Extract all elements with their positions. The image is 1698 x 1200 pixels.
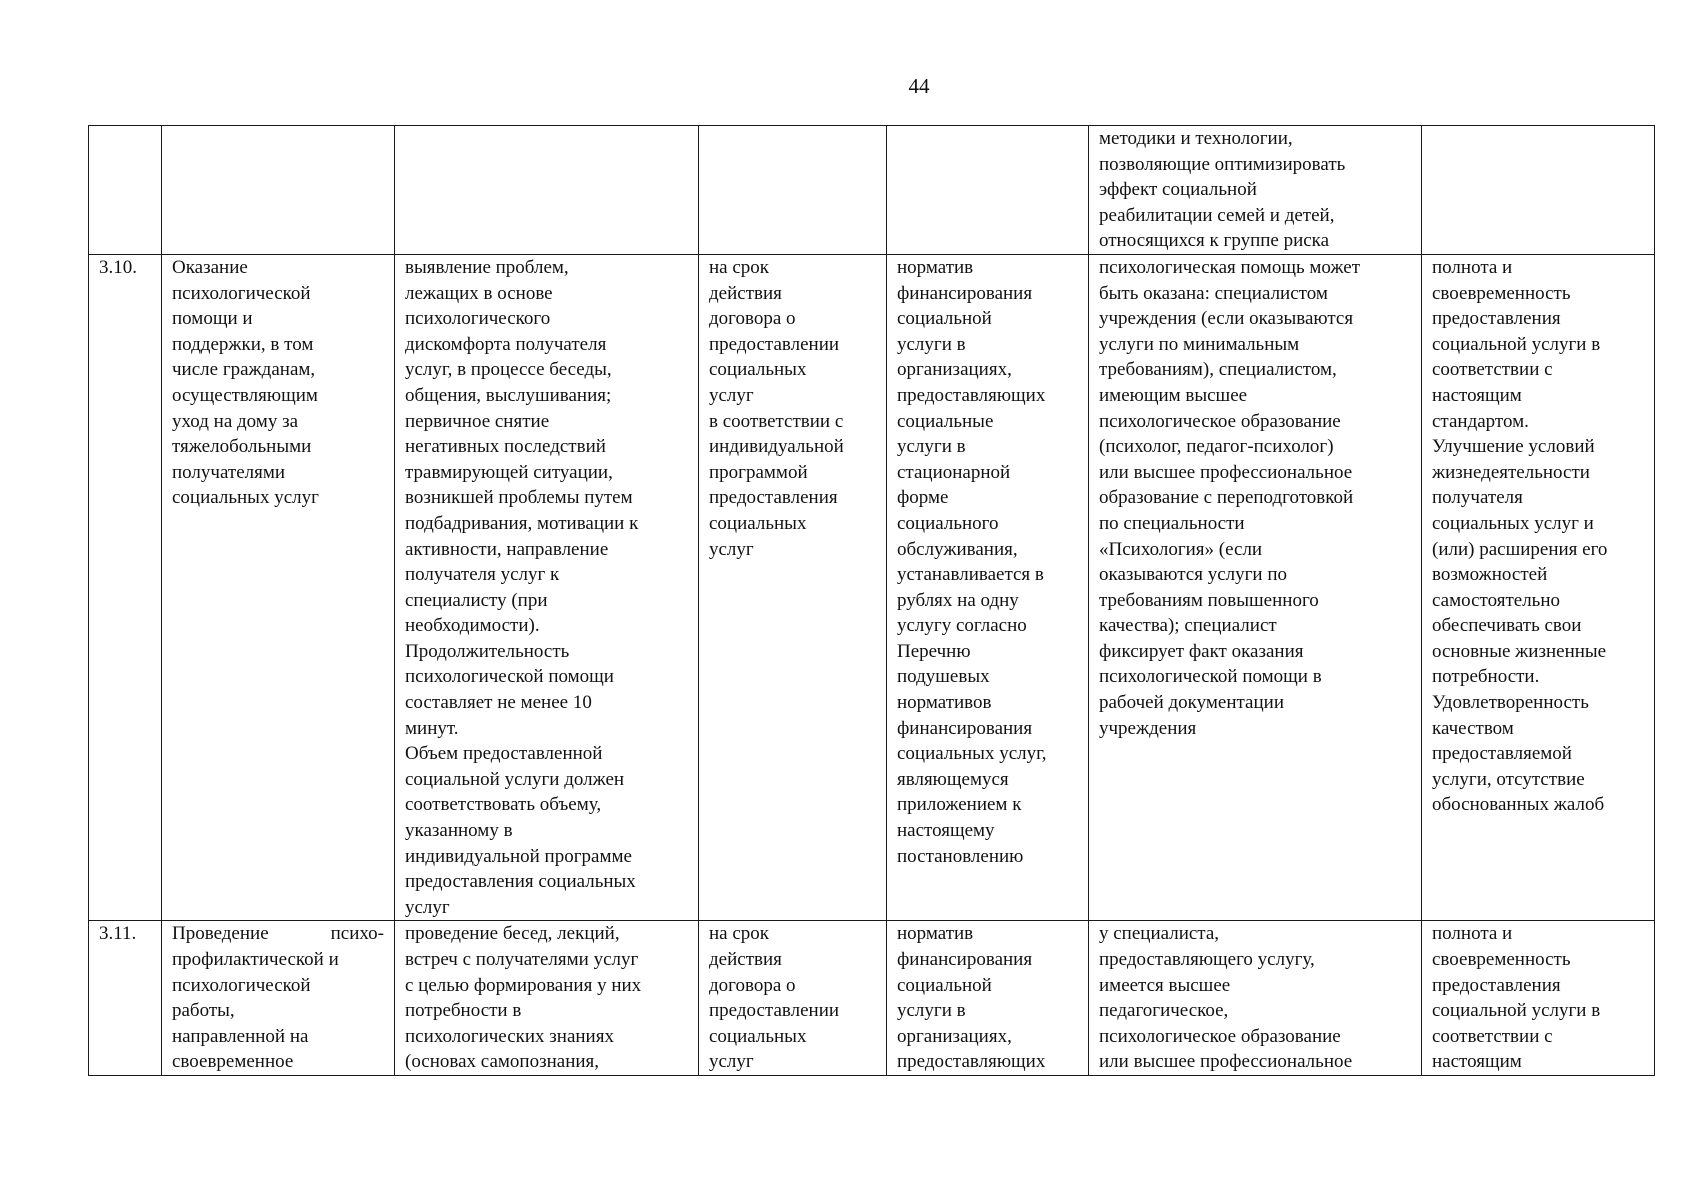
cell-text-line: обеспечивать свои [1432,615,1582,637]
cell-text-line: предоставления [709,487,838,509]
cell-text-line: действия [709,949,782,970]
cell-text-line: услуг [709,538,754,560]
cell-text-line: позволяющие оптимизировать [1099,153,1346,175]
cell-text-line: предоставляющих [897,1051,1046,1073]
page-number: 44 [908,74,930,98]
cell-text-line: помощи и [172,308,253,330]
cell-text-line: предоставлении [709,1000,840,1022]
cell-text-line: предоставления социальных [405,871,636,893]
cell-text-line: социальных [709,359,807,381]
cell-text-line: психологическая помощь может [1099,256,1361,278]
cell-text-line: травмирующей ситуации, [405,461,613,483]
cell-text-line: предоставляемой [1432,743,1572,765]
cell-text-line: социальной [897,308,992,330]
service-name-cell [162,254,395,920]
cell-text-line: стандартом. [1432,410,1529,432]
cell-text-line: социального [897,512,999,534]
service-content-cell [395,254,699,920]
cell-text-line: Оказание [172,256,248,278]
service-conditions-cell [1089,254,1422,920]
cell-text-line: требованиям повышенного [1099,589,1319,611]
cell-text-line: норматив [897,256,974,278]
cell-text-line: осуществляющим [172,384,318,406]
cell-text-line: у специалиста, [1099,923,1220,945]
cell-text-line: минут. [405,717,459,739]
cell-text-line: соответствовать объему, [405,794,602,816]
quality-indicators-cell [1422,254,1655,920]
cell-text-line: услуг, в процессе беседы, [405,359,612,381]
cell-text-line: (или) расширения его [1432,538,1608,560]
cell-text-line: жизнедеятельности [1432,461,1590,483]
cell-text-line: устанавливается в [897,564,1044,586]
cell-text-line: числе гражданам, [172,359,316,381]
cell-text-line: получателя [1432,487,1523,509]
cell-text-line: специалисту (при [405,589,548,611]
cell-text-line: по специальности [1099,512,1245,534]
cell-text-line: выявление проблем, [405,256,569,278]
cell-text-line: психологической помощи [405,666,614,688]
cell-text-line: индивидуальной программе [405,845,632,867]
service-standard-cell [887,921,1089,1076]
cell-text-line: психологического [405,308,551,330]
cell-text-line: получателями [172,461,286,483]
cell-text-line: соответствии с [1432,1025,1553,1047]
cell-text-line: своевременность [1432,949,1571,970]
cell-text-line: настоящим [1432,1051,1522,1073]
cell-text-line: обслуживания, [897,538,1018,560]
cell-text-line: приложением к [897,794,1022,816]
cell-text-line: договора о [709,308,796,330]
cell-text-line: рабочей документации [1099,692,1284,714]
cell-text-line: психологических знаниях [405,1025,614,1047]
cell-text-line: социальных услуг и [1432,512,1594,534]
cell-text-line: предоставления [1432,308,1561,330]
cell-text-line: предоставляющего услугу, [1099,949,1315,970]
service-number-cell: 3.10. [89,254,162,920]
cell-text-line: организациях, [897,359,1012,381]
cell-text-line: реабилитации семей и детей, [1099,204,1335,226]
service-term-cell [699,126,887,255]
cell-text-line: быть оказана: специалистом [1099,282,1328,304]
cell-text-line: подушевых [897,666,990,688]
cell-text-line: социальных [709,512,807,534]
cell-text-line: предоставлении [709,333,840,355]
cell-text-line: поддержки, в том [172,333,314,355]
cell-text-line: первичное снятие [405,410,550,432]
social-services-standard-table [88,125,1655,1076]
cell-text-line: своевременное [172,1051,294,1073]
cell-text-line: качества); специалист [1099,615,1277,637]
cell-text-line: социальной услуги должен [405,768,625,790]
cell-text-line: учреждения [1099,717,1197,739]
cell-text-line: требованиям), специалистом, [1099,359,1337,381]
cell-text-line: услуги по минимальным [1099,333,1300,355]
cell-text-line: услуг [709,384,754,406]
cell-text-line: своевременность [1432,282,1571,304]
cell-text-line: индивидуальной [709,436,844,458]
cell-text-line: необходимости). [405,615,540,637]
cell-text-line: или высшее профессиональное [1099,461,1353,483]
service-term-cell [699,254,887,920]
cell-text-line: направленной на [172,1025,309,1047]
cell-text-word: Проведение [172,923,269,945]
cell-text-line: действия [709,282,782,304]
cell-text-line: услуги, отсутствие [1432,768,1585,790]
cell-text-line: услуг [709,1051,754,1073]
service-name-cell [162,126,395,255]
cell-text-line: работы, [172,1000,235,1022]
cell-text-line: (психолог, педагог-психолог) [1099,436,1334,458]
cell-text-line: финансирования [897,949,1033,970]
cell-text-line: норматив [897,923,974,945]
cell-text-line: стационарной [897,461,1011,483]
cell-text-line: имеется высшее [1099,974,1231,996]
cell-text-line: рублях на одну [897,589,1019,611]
cell-text-line: услугу согласно [897,615,1027,637]
service-content-cell [395,126,699,255]
cell-text-line: на срок [709,923,770,945]
cell-text-line: социальные [897,410,994,432]
cell-text-line: Удовлетворенность [1432,692,1589,714]
cell-text-line: социальной [897,974,992,996]
cell-text-line: оказываются услуги по [1099,564,1287,586]
cell-text-line: Улучшение условий [1432,436,1595,458]
cell-text-line: на срок [709,256,770,278]
table-row [89,126,1655,255]
cell-text-line: обоснованных жалоб [1432,794,1605,816]
cell-text-line: услуги в [897,1000,966,1022]
cell-text-line: подбадривания, мотивации к [405,512,639,534]
cell-text-line: основные жизненные [1432,640,1607,662]
cell-text-line: возможностей [1432,564,1548,586]
cell-text-line: негативных последствий [405,436,606,458]
cell-text-line: педагогическое, [1099,1000,1229,1022]
service-number-cell [89,126,162,255]
cell-text-line: фиксирует факт оказания [1099,640,1304,662]
cell-text-line: Объем предоставленной [405,743,603,765]
cell-text-line: психологической [172,282,311,304]
cell-text-line: указанному в [405,820,513,842]
cell-text-line: психологическое образование [1099,1025,1341,1047]
cell-text-line: или высшее профессиональное [1099,1051,1353,1073]
cell-text-line: самостоятельно [1432,589,1561,611]
cell-text-line: социальной услуги в [1432,1000,1601,1022]
cell-text-line: социальной услуги в [1432,333,1601,355]
cell-text-line: активности, направление [405,538,609,560]
cell-text-line: возникшей проблемы путем [405,487,633,509]
cell-text-line: профилактической и [172,949,339,970]
cell-text-line: финансирования [897,282,1033,304]
cell-text-line: составляет не менее 10 [405,692,592,714]
table-row [89,921,1655,1076]
cell-text-line: социальных [709,1025,807,1047]
cell-text-line: полнота и [1432,256,1513,278]
cell-text-line: договора о [709,974,796,996]
cell-text-line: качеством [1432,717,1514,739]
cell-text-line: эффект социальной [1099,179,1257,201]
cell-text-word: психо- [330,923,384,945]
cell-text-line: лежащих в основе [405,282,553,304]
service-conditions-cell [1089,126,1422,255]
cell-text-line: встреч с получателями услуг [405,949,639,970]
cell-text-line: психологической [172,974,311,996]
cell-text-line: Перечню [897,640,971,662]
cell-text-line: учреждения (если оказываются [1099,308,1354,330]
cell-text-line [172,921,384,947]
table-row [89,254,1655,920]
quality-indicators-cell [1422,126,1655,255]
cell-text-line: получателя услуг к [405,564,560,586]
service-content-cell [395,921,699,1076]
cell-text-line: социальных услуг, [897,743,1047,765]
cell-text-line: (основах самопознания, [405,1051,600,1073]
service-standard-cell [887,254,1089,920]
cell-text-line: в соответствии с [709,410,844,432]
cell-text-line: услуги в [897,436,966,458]
service-number-cell: 3.11. [89,921,162,1076]
cell-text-line: общения, выслушивания; [405,384,612,406]
cell-text-line: услуг [405,896,450,918]
cell-text-line: социальных услуг [172,487,319,509]
cell-text-line: уход на дому за [172,410,299,432]
service-term-cell [699,921,887,1076]
service-conditions-cell [1089,921,1422,1076]
cell-text-line: финансирования [897,717,1033,739]
cell-text-line: методики и технологии, [1099,128,1293,149]
cell-text-line: форме [897,487,949,509]
cell-text-line: тяжелобольными [172,436,312,458]
cell-text-line: дискомфорта получателя [405,333,607,355]
cell-text-line: постановлению [897,845,1024,867]
cell-text-line: психологической помощи в [1099,666,1322,688]
cell-text-line: полнота и [1432,923,1513,945]
cell-text-line: являющемуся [897,768,1009,790]
cell-text-line: предоставления [1432,974,1561,996]
cell-text-line: предоставляющих [897,384,1046,406]
service-standard-cell [887,126,1089,255]
cell-text-line: проведение бесед, лекций, [405,923,620,945]
quality-indicators-cell [1422,921,1655,1076]
cell-text-line: с целью формирования у них [405,974,642,996]
cell-text-line: настоящему [897,820,995,842]
cell-text-line: психологическое образование [1099,410,1341,432]
cell-text-line: настоящим [1432,384,1522,406]
cell-text-line: потребности в [405,1000,522,1022]
cell-text-line: нормативов [897,692,992,714]
cell-text-line: «Психология» (если [1099,538,1263,560]
cell-text-line: Продолжительность [405,640,570,662]
cell-text-line: потребности. [1432,666,1540,688]
cell-text-line: образование с переподготовкой [1099,487,1354,509]
cell-text-line: организациях, [897,1025,1012,1047]
cell-text-line: соответствии с [1432,359,1553,381]
cell-text-line: услуги в [897,333,966,355]
cell-text-line: относящихся к группе риска [1099,230,1330,252]
cell-text-line: имеющим высшее [1099,384,1248,406]
cell-text-line: программой [709,461,808,483]
service-name-cell [162,921,395,1076]
